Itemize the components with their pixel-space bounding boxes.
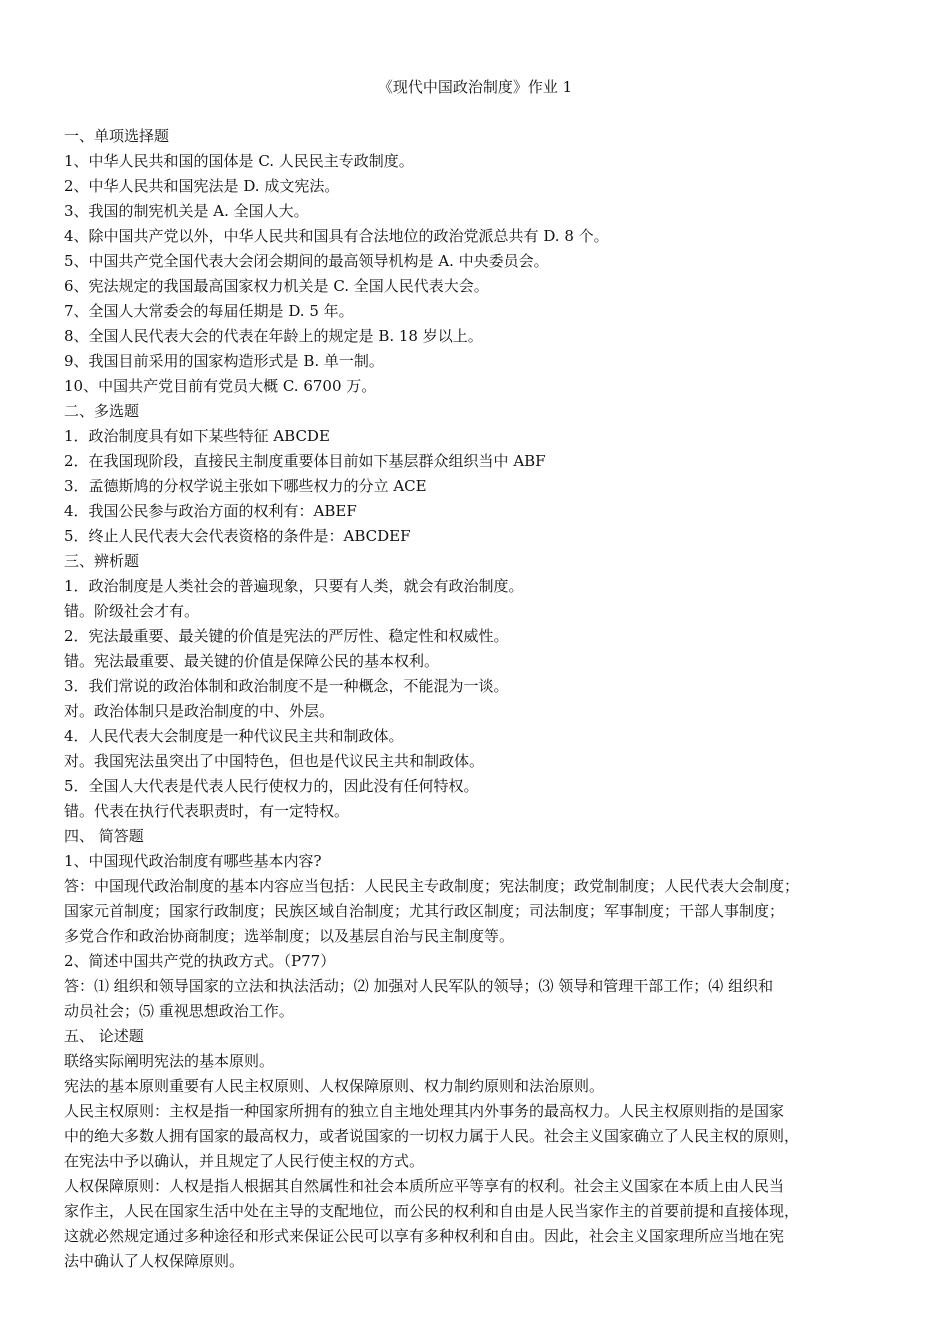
text-line: 错。代表在执行代表职责时，有一定特权。: [64, 802, 350, 820]
text-line: 3．孟德斯鸠的分权学说主张如下哪些权力的分立 ACE: [64, 477, 427, 495]
text-line: 这就必然规定通过多种途径和形式来保证公民可以享有多种权利和自由。因此，社会主义国家理所应当地在宪: [64, 1227, 785, 1245]
text-line: 3、我国的制宪机关是 A. 全国人大。: [64, 202, 309, 220]
document-body: [64, 124, 894, 1274]
text-line: 人权保障原则：人权是指人根据其自然属性和社会本质所应平等享有的权利。社会主义国家在本质上由人民当: [64, 1177, 785, 1195]
text-line: 2．宪法最重要、最关键的价值是宪法的严厉性、稳定性和权威性。: [64, 627, 509, 645]
text-line: 5．终止人民代表大会代表资格的条件是：ABCDEF: [64, 527, 411, 545]
text-line: 宪法的基本原则重要有人民主权原则、人权保障原则、权力制约原则和法治原则。: [64, 1077, 605, 1095]
text-line: 中的绝大多数人拥有国家的最高权力，或者说国家的一切权力属于人民。社会主义国家确立了人民主权的原则，: [64, 1127, 800, 1145]
document-title: 《现代中国政治制度》作业 1: [377, 78, 573, 96]
text-line: 错。宪法最重要、最关键的价值是保障公民的基本权利。: [64, 652, 440, 670]
text-line: 3．我们常说的政治体制和政治制度不是一种概念，不能混为一谈。: [64, 677, 509, 695]
text-line: 多党合作和政治协商制度；选举制度；以及基层自治与民主制度等。: [64, 927, 515, 945]
section-heading: 二、多选题: [64, 402, 140, 420]
section-heading: 三、辨析题: [64, 552, 140, 570]
text-line: 1、中国现代政治制度有哪些基本内容?: [64, 852, 322, 870]
text-line: 6、宪法规定的我国最高国家权力机关是 C. 全国人民代表大会。: [64, 277, 489, 295]
text-line: 2．在我国现阶段，直接民主制度重要体目前如下基层群众组织当中 ABF: [64, 452, 546, 470]
text-line: 国家元首制度；国家行政制度；民族区域自治制度；尤其行政区制度；司法制度；军事制度；干部人事制度；: [64, 902, 785, 920]
text-line: 5．全国人大代表是代表人民行使权力的，因此没有任何特权。: [64, 777, 479, 795]
text-line: 1．政治制度是人类社会的普遍现象，只要有人类，就会有政治制度。: [64, 577, 524, 595]
section-heading: 一、单项选择题: [64, 127, 170, 145]
text-line: 5、中国共产党全国代表大会闭会期间的最高领导机构是 A. 中央委员会。: [64, 252, 549, 270]
text-line: 2、简述中国共产党的执政方式。（P77）: [64, 952, 336, 970]
text-line: 在宪法中予以确认，并且规定了人民行使主权的方式。: [64, 1152, 425, 1170]
text-line: 4．人民代表大会制度是一种代议民主共和制政体。: [64, 727, 404, 745]
text-line: 对。政治体制只是政治制度的中、外层。: [64, 702, 335, 720]
text-line: 7、全国人大常委会的每届任期是 D. 5 年。: [64, 302, 354, 320]
text-line: 法中确认了人权保障原则。: [64, 1252, 245, 1270]
text-line: 4．我国公民参与政治方面的权利有：ABEF: [64, 502, 357, 520]
text-line: 答：中国现代政治制度的基本内容应当包括：人民民主专政制度；宪法制度；政党制制度；人民代表大会制度；: [64, 877, 800, 895]
text-line: 8、全国人民代表大会的代表在年龄上的规定是 B. 18 岁以上。: [64, 327, 483, 345]
text-line: 家作主，人民在国家生活中处在主导的支配地位，而公民的权利和自由是人民当家作主的首要前提和直接体现，: [64, 1202, 800, 1220]
text-line: 答：⑴ 组织和领导国家的立法和执法活动；⑵ 加强对人民军队的领导；⑶ 领导和管理干部工作；⑷ 组织和: [64, 977, 774, 995]
text-line: 1．政治制度具有如下某些特征 ABCDE: [64, 427, 330, 445]
text-line: 对。我国宪法虽突出了中国特色，但也是代议民主共和制政体。: [64, 752, 485, 770]
text-line: 1、中华人民共和国的国体是 C. 人民民主专政制度。: [64, 152, 414, 170]
text-line: 错。阶级社会才有。: [64, 602, 200, 620]
text-line: 9、我国目前采用的国家构造形式是 B. 单一制。: [64, 352, 384, 370]
text-line: 10、中国共产党目前有党员大概 C. 6700 万。: [64, 377, 377, 395]
section-heading: 四、 简答题: [64, 827, 144, 845]
text-line: 动员社会；⑸ 重视思想政治工作。: [64, 1002, 294, 1020]
section-heading: 五、 论述题: [64, 1027, 144, 1045]
text-line: 人民主权原则：主权是指一种国家所拥有的独立自主地处理其内外事务的最高权力。人民主权原则指的是国家: [64, 1102, 785, 1120]
text-line: 4、除中国共产党以外，中华人民共和国具有合法地位的政治党派总共有 D. 8 个。: [64, 227, 609, 245]
text-line: 联络实际阐明宪法的基本原则。: [64, 1052, 275, 1070]
text-line: 2、中华人民共和国宪法是 D. 成文宪法。: [64, 177, 340, 195]
